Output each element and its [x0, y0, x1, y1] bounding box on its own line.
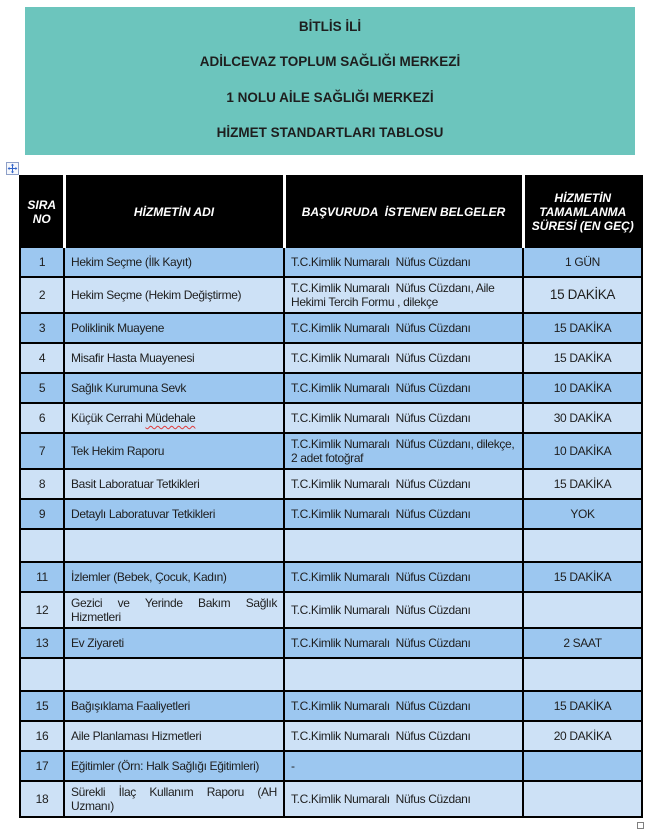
table-row — [20, 529, 642, 562]
cell-belgeler: T.C.Kimlik Numaralı Nüfus Cüzdanı, dilekçe, 2 adet fotoğraf — [284, 433, 523, 469]
cell-hizmet-adi: Tek Hekim Raporu — [64, 433, 284, 469]
service-standards-table — [19, 175, 643, 818]
cell-belgeler — [284, 658, 523, 691]
table-move-handle[interactable] — [6, 162, 19, 175]
cell-hizmet-adi: Misafir Hasta Muayenesi — [64, 343, 284, 373]
cell-sure: 15 DAKİKA — [523, 313, 642, 343]
table-row — [20, 562, 642, 592]
cell-hizmet-adi: Aile Planlaması Hizmetleri — [64, 721, 284, 751]
table-resize-handle[interactable] — [637, 822, 644, 829]
cell-belgeler: T.C.Kimlik Numaralı Nüfus Cüzdanı — [284, 721, 523, 751]
cell-sira-no: 16 — [20, 721, 64, 751]
table-row — [20, 781, 642, 817]
cell-sira-no: 18 — [20, 781, 64, 817]
cell-sure: 15 DAKİKA — [523, 691, 642, 721]
table-row — [20, 691, 642, 721]
cell-sira-no: 6 — [20, 403, 64, 433]
table-row — [20, 469, 642, 499]
cell-belgeler: T.C.Kimlik Numaralı Nüfus Cüzdanı — [284, 781, 523, 817]
table-header — [20, 176, 642, 247]
cell-sure: 15 DAKİKA — [523, 277, 642, 313]
cell-belgeler: T.C.Kimlik Numaralı Nüfus Cüzdanı — [284, 691, 523, 721]
cell-hizmet-adi: Küçük Cerrahi Müdehale — [64, 403, 284, 433]
table-row — [20, 721, 642, 751]
cell-hizmet-adi: İzlemler (Bebek, Çocuk, Kadın) — [64, 562, 284, 592]
cell-sira-no: 12 — [20, 592, 64, 628]
cell-sira-no: 15 — [20, 691, 64, 721]
cell-hizmet-adi: Basit Laboratuar Tetkikleri — [64, 469, 284, 499]
cell-hizmet-adi: Bağışıklama Faaliyetleri — [64, 691, 284, 721]
cell-sure: 20 DAKİKA — [523, 721, 642, 751]
cell-sira-no: 11 — [20, 562, 64, 592]
cell-sure — [523, 658, 642, 691]
cell-hizmet-adi: Sürekli İlaç Kullanım Raporu (AH Uzmanı) — [64, 781, 284, 817]
column-header-hizmetin-adi: HİZMETİN ADI — [64, 176, 284, 247]
cell-sira-no — [20, 658, 64, 691]
cell-sure — [523, 592, 642, 628]
cell-belgeler: T.C.Kimlik Numaralı Nüfus Cüzdanı — [284, 499, 523, 529]
cell-sure — [523, 529, 642, 562]
four-direction-move-icon — [7, 163, 18, 174]
table-row — [20, 751, 642, 781]
table-row — [20, 277, 642, 313]
cell-belgeler: T.C.Kimlik Numaralı Nüfus Cüzdanı — [284, 562, 523, 592]
cell-sure — [523, 781, 642, 817]
cell-sira-no: 9 — [20, 499, 64, 529]
cell-sure: 15 DAKİKA — [523, 469, 642, 499]
cell-hizmet-adi — [64, 658, 284, 691]
cell-sure: 15 DAKİKA — [523, 343, 642, 373]
cell-belgeler: T.C.Kimlik Numaralı Nüfus Cüzdanı — [284, 469, 523, 499]
cell-belgeler: T.C.Kimlik Numaralı Nüfus Cüzdanı — [284, 343, 523, 373]
cell-sira-no: 8 — [20, 469, 64, 499]
table-row — [20, 403, 642, 433]
cell-sure: 30 DAKİKA — [523, 403, 642, 433]
cell-sure: YOK — [523, 499, 642, 529]
table-row — [20, 658, 642, 691]
cell-belgeler: T.C.Kimlik Numaralı Nüfus Cüzdanı — [284, 403, 523, 433]
cell-belgeler: - — [284, 751, 523, 781]
cell-belgeler: T.C.Kimlik Numaralı Nüfus Cüzdanı — [284, 313, 523, 343]
cell-belgeler: T.C.Kimlik Numaralı Nüfus Cüzdanı — [284, 592, 523, 628]
cell-hizmet-adi: Eğitimler (Örn: Halk Sağlığı Eğitimleri) — [64, 751, 284, 781]
cell-sure: 15 DAKİKA — [523, 562, 642, 592]
table-row — [20, 499, 642, 529]
table-row — [20, 592, 642, 628]
cell-sira-no: 4 — [20, 343, 64, 373]
cell-sure: 2 SAAT — [523, 628, 642, 658]
cell-sira-no: 1 — [20, 247, 64, 277]
document-title-block — [25, 7, 635, 155]
cell-belgeler — [284, 529, 523, 562]
cell-sira-no: 3 — [20, 313, 64, 343]
cell-sure: 1 GÜN — [523, 247, 642, 277]
cell-hizmet-adi: Ev Ziyareti — [64, 628, 284, 658]
cell-sira-no: 7 — [20, 433, 64, 469]
cell-sure — [523, 751, 642, 781]
cell-belgeler: T.C.Kimlik Numaralı Nüfus Cüzdanı — [284, 373, 523, 403]
column-header-belgeler: BAŞVURUDA İSTENEN BELGELER — [284, 176, 523, 247]
cell-hizmet-adi: Detaylı Laboratuvar Tetkikleri — [64, 499, 284, 529]
cell-sira-no: 2 — [20, 277, 64, 313]
cell-sira-no — [20, 529, 64, 562]
cell-hizmet-adi: Poliklinik Muayene — [64, 313, 284, 343]
table-row — [20, 628, 642, 658]
cell-belgeler: T.C.Kimlik Numaralı Nüfus Cüzdanı — [284, 628, 523, 658]
cell-belgeler: T.C.Kimlik Numaralı Nüfus Cüzdanı, Aile Hekimi Tercih Formu , dilekçe — [284, 277, 523, 313]
table-body — [20, 247, 642, 817]
cell-hizmet-adi: Hekim Seçme (İlk Kayıt) — [64, 247, 284, 277]
cell-sure: 10 DAKİKA — [523, 433, 642, 469]
title-line-clinic: 1 NOLU AİLE SAĞLIĞI MERKEZİ — [226, 89, 434, 105]
title-line-center: ADİLCEVAZ TOPLUM SAĞLIĞI MERKEZİ — [199, 54, 461, 70]
table-row — [20, 373, 642, 403]
table-row — [20, 433, 642, 469]
table-row — [20, 343, 642, 373]
misspelled-word: Müdehale — [145, 411, 196, 425]
title-line-province: BİTLİS İLİ — [298, 19, 362, 34]
cell-hizmet-adi: Sağlık Kurumuna Sevk — [64, 373, 284, 403]
cell-hizmet-adi: Hekim Seçme (Hekim Değiştirme) — [64, 277, 284, 313]
cell-hizmet-adi — [64, 529, 284, 562]
title-line-table: HİZMET STANDARTLARI TABLOSU — [216, 124, 444, 140]
table-row — [20, 313, 642, 343]
cell-sira-no: 5 — [20, 373, 64, 403]
cell-sure: 10 DAKİKA — [523, 373, 642, 403]
cell-hizmet-adi: Gezici ve Yerinde Bakım Sağlık Hizmetleri — [64, 592, 284, 628]
header-row — [20, 176, 642, 247]
cell-sira-no: 17 — [20, 751, 64, 781]
column-header-sira-no: SIRA NO — [20, 176, 64, 247]
cell-sira-no: 13 — [20, 628, 64, 658]
column-header-sure: HİZMETİN TAMAMLANMA SÜRESİ (EN GEÇ) — [523, 176, 642, 247]
cell-belgeler: T.C.Kimlik Numaralı Nüfus Cüzdanı — [284, 247, 523, 277]
table-row — [20, 247, 642, 277]
